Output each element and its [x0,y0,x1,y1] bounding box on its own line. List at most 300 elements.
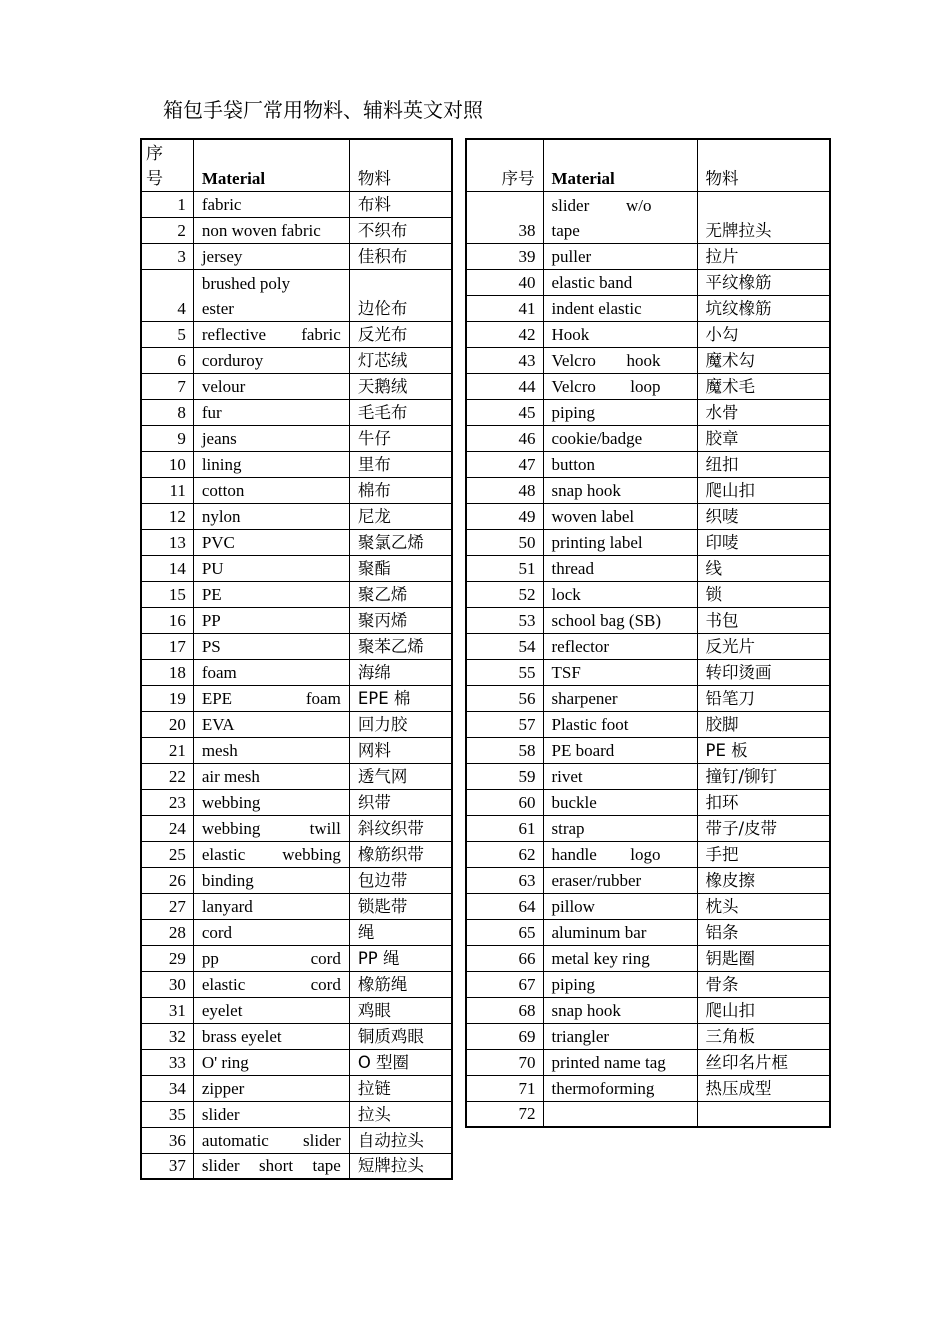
material-chinese: 织带 [349,789,452,815]
row-number: 69 [466,1023,543,1049]
row-number: 40 [466,269,543,295]
material-chinese: 橡筋织带 [349,841,452,867]
row-number: 4 [141,269,193,321]
material-english [543,191,697,243]
table-row [466,373,830,399]
row-number: 29 [141,945,193,971]
material-chinese: 铅笔刀 [697,685,830,711]
material-chinese: 无牌拉头 [697,191,830,243]
material-english: snap hook [543,997,697,1023]
table-row [141,477,452,503]
material-chinese: 海绵 [349,659,452,685]
material-chinese: 橡筋绳 [349,971,452,997]
column-header-number: 序 号 [141,139,193,191]
material-english: rivet [543,763,697,789]
row-number: 13 [141,529,193,555]
table-row [141,789,452,815]
material-chinese: 布料 [349,191,452,217]
row-number: 72 [466,1101,543,1127]
row-number: 30 [141,971,193,997]
material-english: elastic cord [193,971,349,997]
material-chinese: 自动拉头 [349,1127,452,1153]
materials-table-right [465,138,831,1128]
material-chinese: 牛仔 [349,425,452,451]
material-english: cookie/badge [543,425,697,451]
material-chinese: 反光片 [697,633,830,659]
material-chinese: 网料 [349,737,452,763]
material-chinese: 锁匙带 [349,893,452,919]
table-row [141,399,452,425]
row-number: 71 [466,1075,543,1101]
material-english: PE board [543,737,697,763]
row-number: 53 [466,607,543,633]
row-number: 10 [141,451,193,477]
material-chinese: 纽扣 [697,451,830,477]
row-number: 20 [141,711,193,737]
material-english: lanyard [193,893,349,919]
column-header-chinese: 物料 [349,139,452,191]
table-row [141,1101,452,1127]
material-english: piping [543,399,697,425]
material-chinese: 佳积布 [349,243,452,269]
material-english: slider [193,1101,349,1127]
row-number: 14 [141,555,193,581]
row-number: 16 [141,607,193,633]
row-number: 70 [466,1049,543,1075]
material-chinese: 不织布 [349,217,452,243]
material-english: indent elastic [543,295,697,321]
table-row [466,867,830,893]
row-number: 26 [141,867,193,893]
table-row [141,971,452,997]
material-english: thread [543,555,697,581]
material-english: Hook [543,321,697,347]
table-row [141,529,452,555]
material-chinese: 丝印名片框 [697,1049,830,1075]
row-number: 3 [141,243,193,269]
material-english: EVA [193,711,349,737]
row-number: 2 [141,217,193,243]
row-number: 15 [141,581,193,607]
column-header-chinese: 物料 [697,139,830,191]
material-chinese: 水骨 [697,399,830,425]
row-number: 43 [466,347,543,373]
table-row [141,1023,452,1049]
row-number: 61 [466,815,543,841]
table-row [466,763,830,789]
material-english: zipper [193,1075,349,1101]
row-number: 67 [466,971,543,997]
page-title: 箱包手袋厂常用物料、辅料英文对照 [163,98,483,122]
row-number: 39 [466,243,543,269]
table-row [466,347,830,373]
table-row [141,581,452,607]
material-chinese: 转印烫画 [697,659,830,685]
material-english: buckle [543,789,697,815]
material-chinese: 胶章 [697,425,830,451]
table-row [141,997,452,1023]
table-row [141,633,452,659]
material-english: cotton [193,477,349,503]
table-row [466,295,830,321]
row-number: 52 [466,581,543,607]
table-row [466,633,830,659]
table-row [466,711,830,737]
material-english: piping [543,971,697,997]
row-number: 38 [466,191,543,243]
material-english: fabric [193,191,349,217]
row-number: 27 [141,893,193,919]
material-english: pp cord [193,945,349,971]
row-number: 25 [141,841,193,867]
material-english: nylon [193,503,349,529]
material-chinese: 边伦布 [349,269,452,321]
row-number: 66 [466,945,543,971]
row-number: 12 [141,503,193,529]
material-chinese: 魔术毛 [697,373,830,399]
table-row [141,815,452,841]
material-english [543,1101,697,1127]
row-number: 31 [141,997,193,1023]
material-chinese: 拉片 [697,243,830,269]
material-chinese: O 型圈 [349,1049,452,1075]
row-number: 21 [141,737,193,763]
material-chinese: 爬山扣 [697,997,830,1023]
row-number: 51 [466,555,543,581]
table-row [141,347,452,373]
table-row [141,1153,452,1179]
material-chinese: 三角板 [697,1023,830,1049]
material-chinese: 回力胶 [349,711,452,737]
material-chinese: 骨条 [697,971,830,997]
table-row [466,555,830,581]
material-chinese: 铜质鸡眼 [349,1023,452,1049]
material-chinese: PE 板 [697,737,830,763]
row-number: 59 [466,763,543,789]
row-number: 41 [466,295,543,321]
table-row [466,529,830,555]
row-number: 44 [466,373,543,399]
row-number: 64 [466,893,543,919]
material-chinese: 书包 [697,607,830,633]
row-number: 32 [141,1023,193,1049]
material-english: webbing twill [193,815,349,841]
material-chinese: 聚酯 [349,555,452,581]
row-number: 28 [141,919,193,945]
column-header-material: Material [543,139,697,191]
material-english: non woven fabric [193,217,349,243]
material-chinese: 拉头 [349,1101,452,1127]
material-english: eyelet [193,997,349,1023]
table-row [141,737,452,763]
material-chinese: EPE 棉 [349,685,452,711]
material-chinese [697,1101,830,1127]
material-english: PVC [193,529,349,555]
row-number: 35 [141,1101,193,1127]
table-row [466,503,830,529]
material-english: velour [193,373,349,399]
material-chinese: 坑纹橡筋 [697,295,830,321]
material-english: Plastic foot [543,711,697,737]
row-number: 58 [466,737,543,763]
material-english: PP [193,607,349,633]
material-english: cord [193,919,349,945]
material-chinese: 钥匙圈 [697,945,830,971]
row-number: 62 [466,841,543,867]
table-row [466,269,830,295]
material-english: eraser/rubber [543,867,697,893]
material-chinese: 斜纹织带 [349,815,452,841]
material-chinese: 包边带 [349,867,452,893]
row-number: 7 [141,373,193,399]
table-row [466,243,830,269]
row-number: 22 [141,763,193,789]
row-number: 24 [141,815,193,841]
material-english: button [543,451,697,477]
table-row [141,1075,452,1101]
table-row [141,607,452,633]
row-number: 45 [466,399,543,425]
material-chinese: 鸡眼 [349,997,452,1023]
material-english: elastic webbing [193,841,349,867]
material-english: O' ring [193,1049,349,1075]
row-number: 42 [466,321,543,347]
material-chinese: 聚氯乙烯 [349,529,452,555]
material-english-line: slider w/o [551,195,652,215]
table-row [466,1049,830,1075]
material-english: Velcro loop [543,373,697,399]
table-row [141,269,452,321]
table-row [466,919,830,945]
material-english: air mesh [193,763,349,789]
material-english: lining [193,451,349,477]
table-row [466,581,830,607]
table-row [141,503,452,529]
row-number: 56 [466,685,543,711]
row-number: 34 [141,1075,193,1101]
row-number: 50 [466,529,543,555]
row-number: 37 [141,1153,193,1179]
material-chinese: 织唛 [697,503,830,529]
material-chinese: 爬山扣 [697,477,830,503]
material-english: jersey [193,243,349,269]
material-chinese: 聚丙烯 [349,607,452,633]
table-row [466,399,830,425]
material-chinese: 棉布 [349,477,452,503]
material-english: sharpener [543,685,697,711]
table-row [466,191,830,243]
material-chinese: PP 绳 [349,945,452,971]
row-number: 9 [141,425,193,451]
material-english: school bag (SB) [543,607,697,633]
row-number: 47 [466,451,543,477]
material-english: EPE foam [193,685,349,711]
material-english: aluminum bar [543,919,697,945]
material-chinese: 反光布 [349,321,452,347]
material-chinese: 热压成型 [697,1075,830,1101]
material-english: printing label [543,529,697,555]
table-row [466,659,830,685]
material-chinese: 橡皮擦 [697,867,830,893]
material-chinese: 透气网 [349,763,452,789]
material-chinese: 扣环 [697,789,830,815]
material-chinese: 短牌拉头 [349,1153,452,1179]
row-number: 23 [141,789,193,815]
row-number: 55 [466,659,543,685]
table-row [141,841,452,867]
table-row [466,321,830,347]
row-number: 46 [466,425,543,451]
table-row [466,451,830,477]
row-number: 36 [141,1127,193,1153]
material-english: PE [193,581,349,607]
material-english: corduroy [193,347,349,373]
table-row [141,321,452,347]
material-english: foam [193,659,349,685]
material-english: thermoforming [543,1075,697,1101]
table-row [141,659,452,685]
table-row [466,1075,830,1101]
material-english: fur [193,399,349,425]
material-chinese: 聚苯乙烯 [349,633,452,659]
material-english: handle logo [543,841,697,867]
material-chinese: 魔术勾 [697,347,830,373]
row-number: 65 [466,919,543,945]
material-english-line: brushed poly [201,273,291,293]
material-english: strap [543,815,697,841]
material-english: mesh [193,737,349,763]
table-row [141,243,452,269]
row-number: 5 [141,321,193,347]
table-row [141,763,452,789]
table-row [141,191,452,217]
material-english: elastic band [543,269,697,295]
table-row [141,867,452,893]
material-chinese: 枕头 [697,893,830,919]
row-number: 33 [141,1049,193,1075]
material-chinese: 铝条 [697,919,830,945]
material-english: lock [543,581,697,607]
table-row [141,373,452,399]
material-english: snap hook [543,477,697,503]
table-row [141,711,452,737]
material-english: pillow [543,893,697,919]
material-english: brass eyelet [193,1023,349,1049]
material-english: printed name tag [543,1049,697,1075]
table-row [466,737,830,763]
row-number: 1 [141,191,193,217]
material-english: PS [193,633,349,659]
table-row [466,789,830,815]
table-row [141,919,452,945]
table-row [141,451,452,477]
material-chinese: 手把 [697,841,830,867]
table-row [141,1127,452,1153]
material-english: automatic slider [193,1127,349,1153]
materials-table-left [140,138,453,1180]
material-chinese: 绳 [349,919,452,945]
table-row [141,945,452,971]
table-row [466,1023,830,1049]
row-number: 18 [141,659,193,685]
material-english: binding [193,867,349,893]
material-english-line: ester [201,298,234,318]
material-english [193,269,349,321]
row-number: 68 [466,997,543,1023]
table-row [141,893,452,919]
material-english: PU [193,555,349,581]
row-number: 8 [141,399,193,425]
table-row [466,997,830,1023]
material-chinese: 灯芯绒 [349,347,452,373]
material-english: metal key ring [543,945,697,971]
material-chinese: 平纹橡筋 [697,269,830,295]
table-row [466,477,830,503]
table-row [466,945,830,971]
column-header-number: 序号 [466,139,543,191]
material-english: TSF [543,659,697,685]
row-number: 54 [466,633,543,659]
material-chinese: 胶脚 [697,711,830,737]
column-header-material: Material [193,139,349,191]
row-number: 57 [466,711,543,737]
table-row [466,815,830,841]
material-chinese: 里布 [349,451,452,477]
table-row [466,893,830,919]
material-english-line: tape [551,220,580,240]
table-row [141,685,452,711]
table-row [141,555,452,581]
material-english: webbing [193,789,349,815]
row-number: 6 [141,347,193,373]
row-number: 63 [466,867,543,893]
material-chinese: 尼龙 [349,503,452,529]
table-header-row [466,139,830,191]
material-english: reflective fabric [193,321,349,347]
material-english: slider short tape [193,1153,349,1179]
material-chinese: 带子/皮带 [697,815,830,841]
material-chinese: 锁 [697,581,830,607]
table-row [466,841,830,867]
material-chinese: 线 [697,555,830,581]
table-row [466,607,830,633]
table-row [141,1049,452,1075]
material-chinese: 拉链 [349,1075,452,1101]
material-english: jeans [193,425,349,451]
row-number: 17 [141,633,193,659]
table-row [141,217,452,243]
material-english: woven label [543,503,697,529]
row-number: 48 [466,477,543,503]
table-row [466,685,830,711]
row-number: 60 [466,789,543,815]
material-chinese: 天鹅绒 [349,373,452,399]
material-chinese: 撞钉/铆钉 [697,763,830,789]
table-row [466,1101,830,1127]
row-number: 11 [141,477,193,503]
material-english: Velcro hook [543,347,697,373]
material-english: triangler [543,1023,697,1049]
material-english: puller [543,243,697,269]
material-chinese: 毛毛布 [349,399,452,425]
table-header-row [141,139,452,191]
material-chinese: 印唛 [697,529,830,555]
table-row [466,425,830,451]
material-chinese: 小勾 [697,321,830,347]
table-row [466,971,830,997]
material-english: reflector [543,633,697,659]
row-number: 19 [141,685,193,711]
